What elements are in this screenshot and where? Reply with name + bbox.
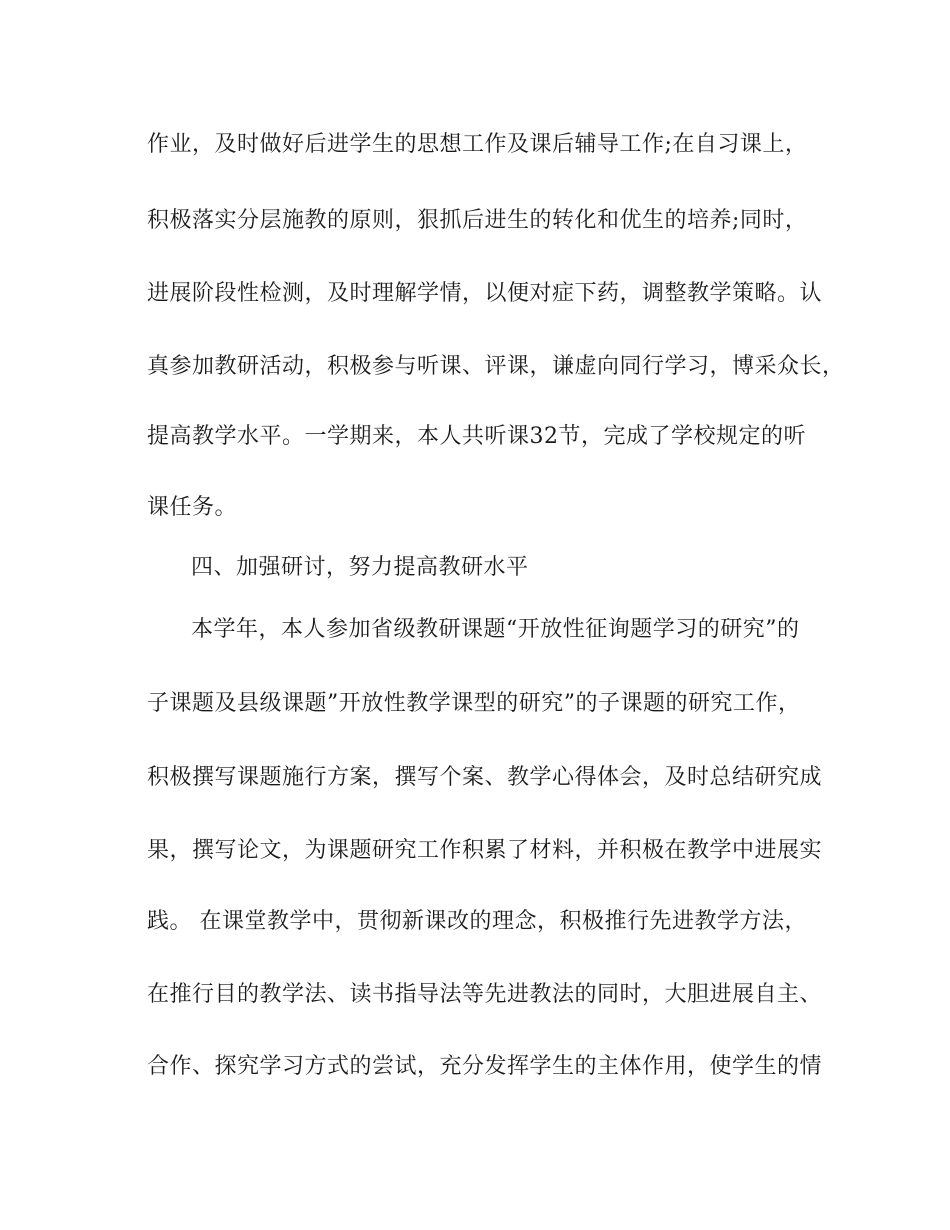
- paragraph-line: 真参加教研活动，积极参与听课、评课，谦虚向同行学习，博采众长，: [147, 354, 845, 379]
- paragraph-line: 作业，及时做好后进学生的思想工作及课后辅导工作;在自习课上，: [147, 132, 808, 157]
- paragraph-line: 课任务。: [147, 495, 238, 520]
- paragraph-line: 积极落实分层施教的原则，狠抓后进生的转化和优生的培养;同时，: [147, 208, 808, 233]
- paragraph-line: 合作、探究学习方式的尝试，充分发挥学生的主体作用，使学生的情: [147, 1054, 823, 1079]
- paragraph-line: 积极撰写课题施行方案，撰写个案、教学心得体会，及时总结研究成: [147, 765, 823, 790]
- paragraph-line: 提高教学水平。一学期来，本人共听课32节，完成了学校规定的听: [147, 424, 806, 449]
- paragraph-line: 本学年，本人参加省级教研课题“开放性征询题学习的研究”的: [191, 617, 800, 642]
- paragraph-line: 践。 在课堂教学中，贯彻新课改的理念，积极推行先进教学方法，: [147, 909, 807, 934]
- paragraph-line: 在推行目的教学法、读书指导法等先进教法的同时，大胆进展自主、: [147, 982, 823, 1007]
- paragraph-line: 进展阶段性检测，及时理解学情，以便对症下药，调整教学策略。认: [147, 281, 823, 306]
- section-heading: 四、加强研讨，努力提高教研水平: [191, 555, 529, 580]
- paragraph-line: 果，撰写论文，为课题研究工作积累了材料，并积极在教学中进展实: [147, 838, 823, 863]
- paragraph-line: 子课题及县级课题”开放性教学课型的研究”的子课题的研究工作，: [147, 691, 801, 716]
